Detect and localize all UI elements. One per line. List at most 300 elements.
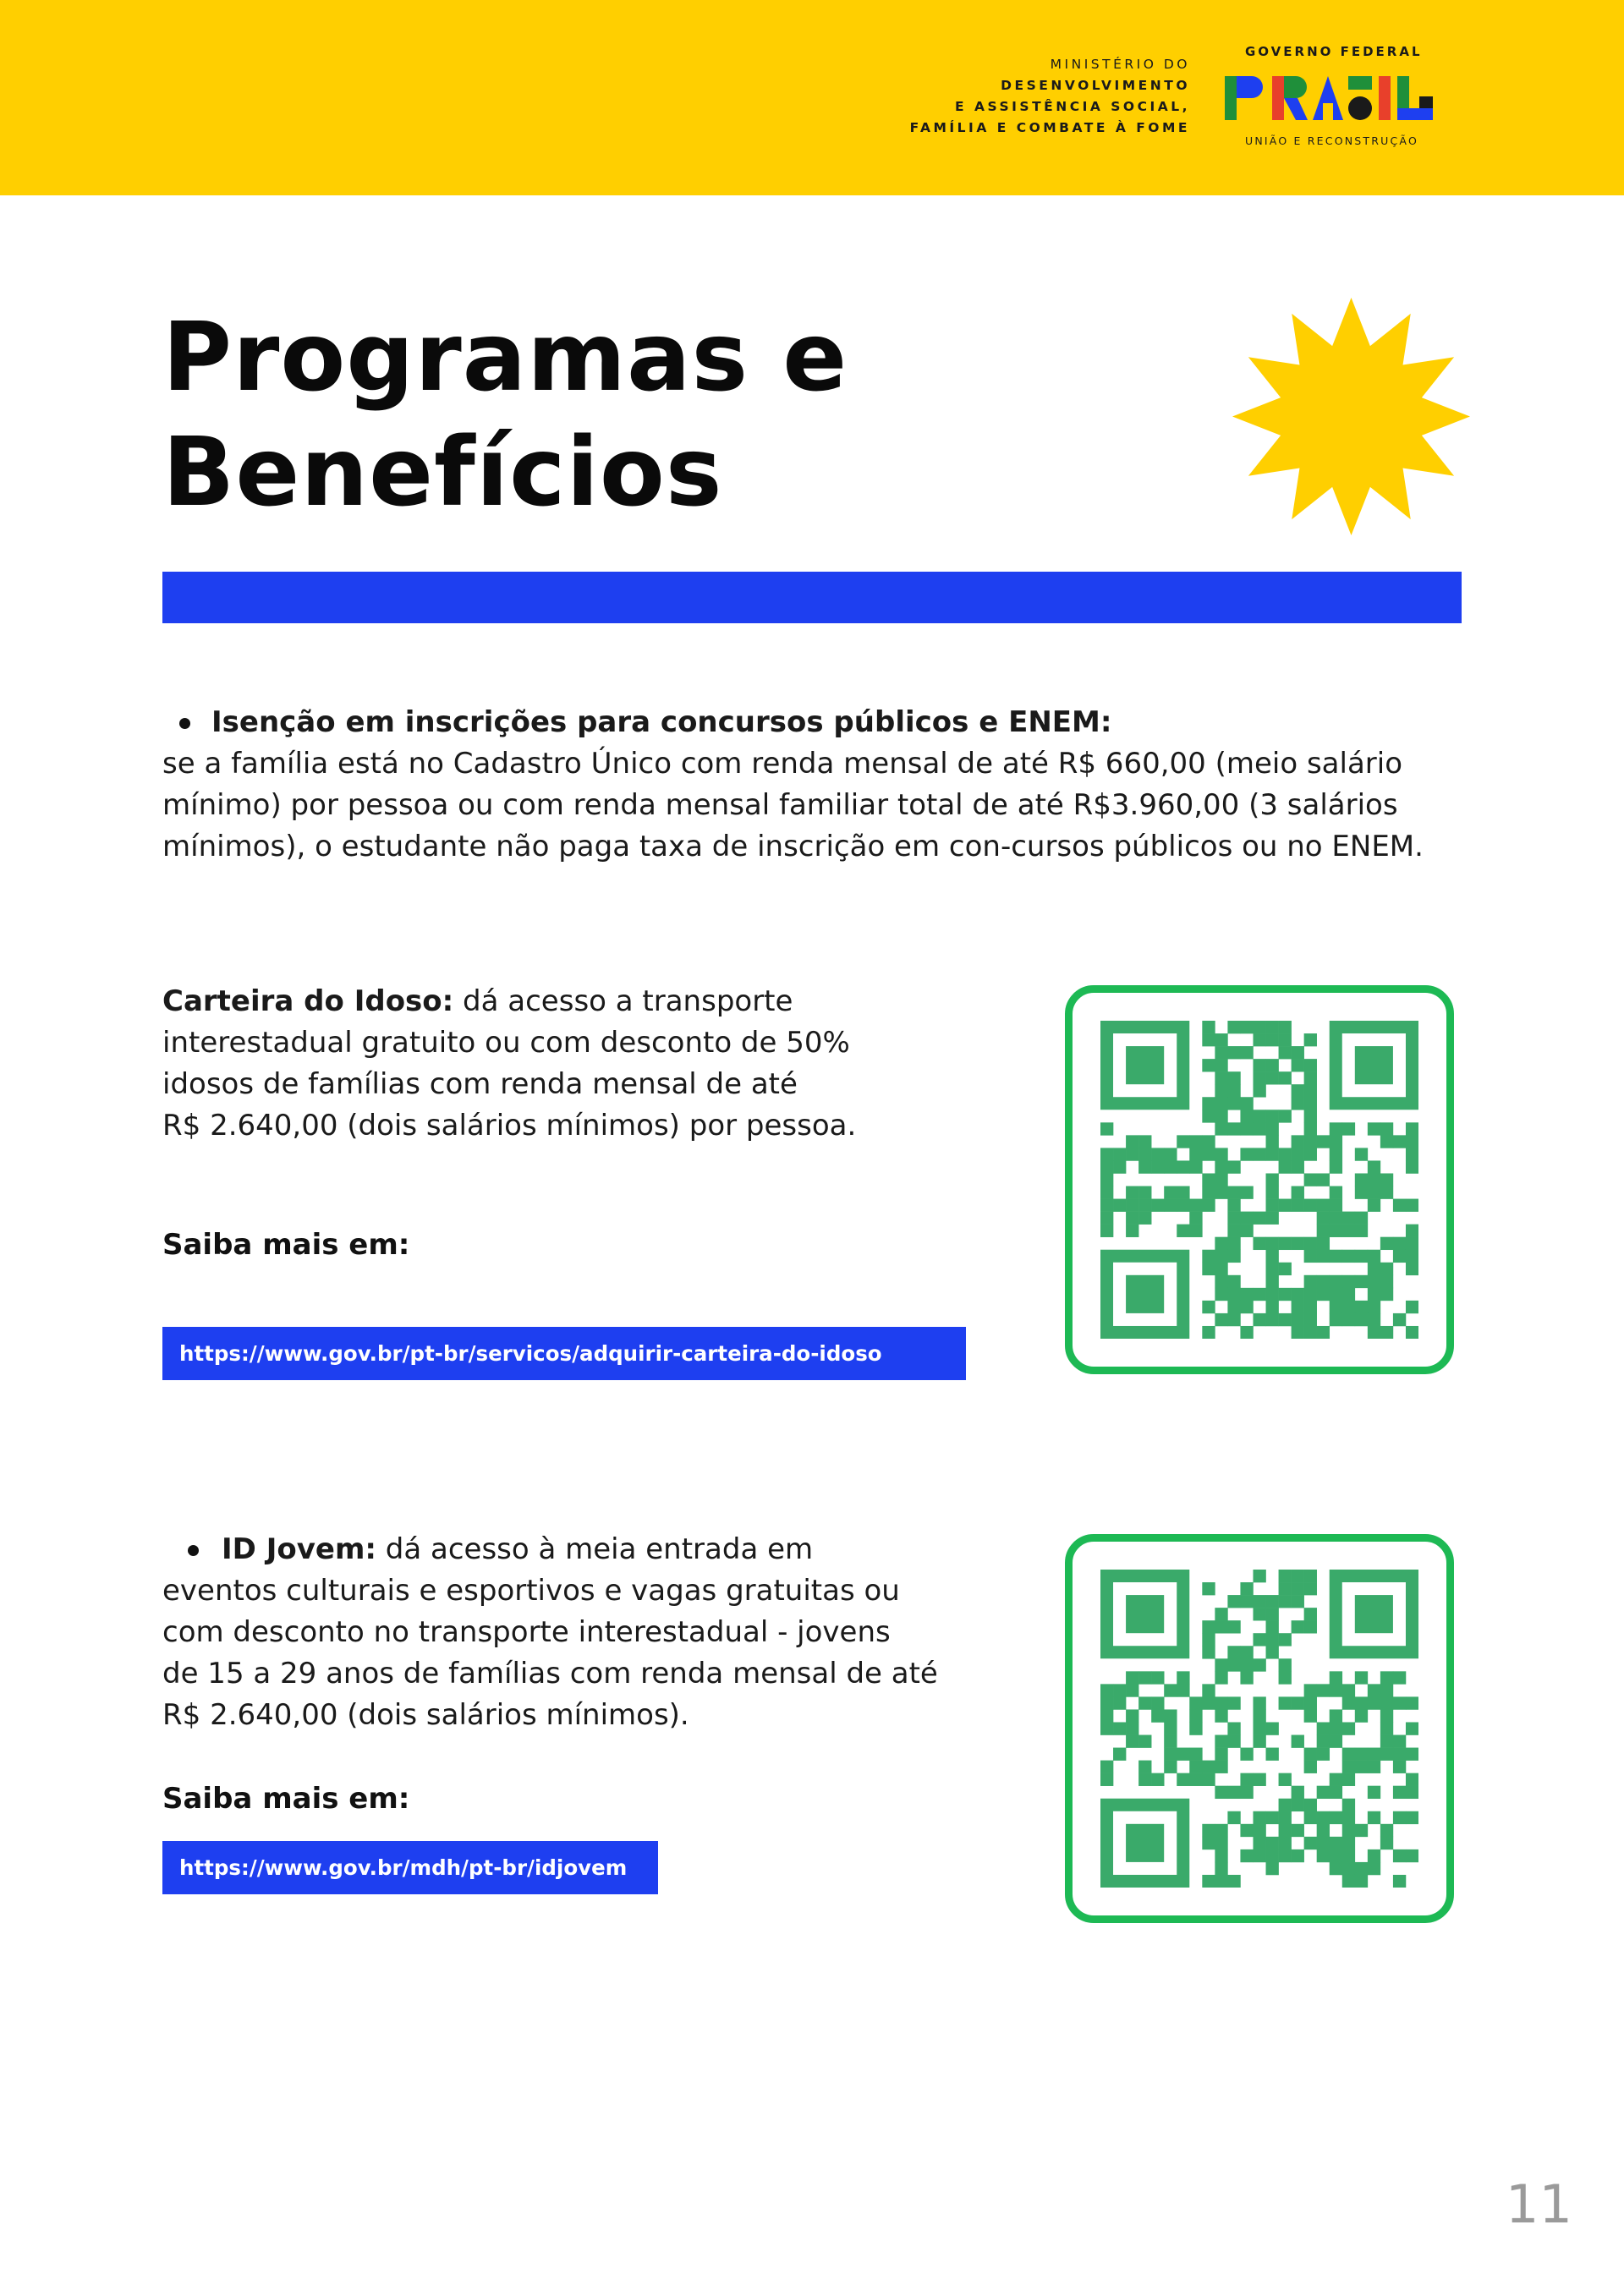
qr-module	[1240, 1849, 1253, 1862]
qr-module	[1266, 1212, 1279, 1225]
qr-module	[1189, 1748, 1202, 1761]
qr-module	[1266, 1071, 1279, 1084]
qr-module	[1215, 1862, 1227, 1875]
qr-module	[1292, 1097, 1304, 1110]
isencao-heading: Isenção em inscrições para concursos públicos e ENEM:	[211, 705, 1112, 739]
qr-module	[1253, 1595, 1265, 1608]
qr-module	[1406, 1748, 1418, 1761]
qr-module	[1240, 1212, 1253, 1225]
qr-module	[1253, 1110, 1265, 1122]
qr-module	[1368, 1684, 1380, 1696]
qr-module	[1126, 1199, 1138, 1212]
qr-module	[1406, 1301, 1418, 1313]
qr-module	[1330, 1671, 1342, 1684]
qr-module	[1330, 1862, 1342, 1875]
gov-subtitle: UNIÃO E RECONSTRUÇÃO	[1245, 134, 1419, 147]
qr-module	[1215, 1059, 1227, 1071]
qr-module	[1342, 1824, 1355, 1837]
qr-module	[1177, 1225, 1189, 1237]
qr-module	[1189, 1773, 1202, 1786]
qr-module	[1292, 1313, 1304, 1326]
section-isencao	[162, 702, 1482, 868]
qr-module	[1368, 1173, 1380, 1186]
qr-module	[1393, 1696, 1406, 1709]
qr-module	[1227, 1160, 1240, 1173]
qr-module	[1279, 1658, 1292, 1671]
qr-module	[1330, 1313, 1342, 1326]
qr-module	[1317, 1212, 1330, 1225]
qr-module	[1240, 1110, 1253, 1122]
qr-module	[1215, 1875, 1227, 1888]
qr-module	[1304, 1761, 1317, 1773]
qr-module	[1279, 1696, 1292, 1709]
qr-module	[1189, 1225, 1202, 1237]
qr-module	[1304, 1301, 1317, 1313]
qr-module	[1138, 1212, 1151, 1225]
qr-module	[1227, 1021, 1240, 1033]
qr-module	[1368, 1862, 1380, 1875]
qr-module	[1355, 1212, 1368, 1225]
qr-module	[1215, 1173, 1227, 1186]
qr-module	[1113, 1199, 1126, 1212]
qr-module	[1406, 1135, 1418, 1148]
qr-module	[1406, 1225, 1418, 1237]
qr-module	[1215, 1046, 1227, 1059]
qr-module	[1292, 1326, 1304, 1339]
qr-module	[1266, 1275, 1279, 1288]
qr-module	[1292, 1084, 1304, 1097]
qr-module	[1253, 1071, 1265, 1084]
qr-module	[1355, 1595, 1393, 1633]
qr-module	[1240, 1122, 1253, 1135]
qr-module	[1253, 1633, 1265, 1646]
qr-module	[1380, 1671, 1393, 1684]
qr-module	[1368, 1275, 1380, 1288]
qr-module	[1279, 1570, 1292, 1582]
qr-module	[1330, 1684, 1342, 1696]
qr-module	[1279, 1160, 1292, 1173]
qr-module	[1355, 1148, 1368, 1160]
qr-module	[1266, 1122, 1279, 1135]
qr-module	[1240, 1658, 1253, 1671]
qr-module	[1227, 1786, 1240, 1799]
qr-module	[1138, 1696, 1151, 1709]
qr-module	[1393, 1748, 1406, 1761]
qr-module	[1126, 1275, 1164, 1313]
qr-module	[1380, 1135, 1393, 1148]
page-title-line-2: Benefícios	[162, 418, 723, 528]
qr-module	[1164, 1160, 1177, 1173]
idjovem-qr-code[interactable]	[1065, 1534, 1454, 1923]
qr-module	[1393, 1811, 1406, 1824]
qr-module	[1380, 1696, 1393, 1709]
qr-module	[1317, 1326, 1330, 1339]
qr-module	[1240, 1824, 1253, 1837]
qr-module	[1202, 1633, 1215, 1646]
qr-module	[1189, 1709, 1202, 1722]
qr-module	[1393, 1671, 1406, 1684]
qr-module	[1406, 1237, 1418, 1250]
qr-module	[1138, 1735, 1151, 1748]
qr-module	[1355, 1173, 1368, 1186]
qr-module	[1342, 1773, 1355, 1786]
qr-module	[1266, 1646, 1279, 1658]
qr-module	[1202, 1875, 1215, 1888]
qr-module	[1368, 1250, 1380, 1263]
qr-module	[1406, 1773, 1418, 1786]
qr-module	[1304, 1620, 1317, 1633]
qr-module	[1227, 1658, 1240, 1671]
qr-module	[1279, 1313, 1292, 1326]
qr-module	[1355, 1671, 1368, 1684]
qr-module	[1202, 1021, 1215, 1033]
qr-module	[1215, 1110, 1227, 1122]
qr-module	[1227, 1199, 1240, 1212]
qr-module	[1202, 1301, 1215, 1313]
idjovem-heading-line	[162, 1529, 1017, 1570]
qr-module	[1215, 1250, 1227, 1263]
qr-module	[1330, 1186, 1342, 1199]
qr-module	[1342, 1684, 1355, 1696]
qr-module	[1355, 1824, 1368, 1837]
qr-module	[1202, 1761, 1215, 1773]
qr-module	[1189, 1160, 1202, 1173]
qr-module	[1304, 1237, 1317, 1250]
qr-module	[1240, 1646, 1253, 1658]
qr-module	[1253, 1122, 1265, 1135]
qr-module	[1177, 1773, 1189, 1786]
qr-module	[1113, 1160, 1126, 1173]
section-id-jovem	[162, 1529, 1017, 1736]
qr-module	[1330, 1199, 1342, 1212]
qr-module	[1227, 1250, 1240, 1263]
qr-module	[1253, 1824, 1265, 1837]
qr-module	[1380, 1263, 1393, 1275]
qr-module	[1253, 1237, 1265, 1250]
qr-module	[1215, 1033, 1227, 1046]
idoso-first-line: dá acesso a transporte	[453, 984, 793, 1018]
qr-module	[1304, 1684, 1317, 1696]
qr-module	[1138, 1671, 1151, 1684]
qr-module	[1292, 1620, 1304, 1633]
qr-module	[1279, 1021, 1292, 1033]
qr-module	[1189, 1135, 1202, 1148]
qr-module	[1342, 1122, 1355, 1135]
qr-module	[1304, 1199, 1317, 1212]
qr-module	[1304, 1275, 1317, 1288]
qr-module	[1202, 1173, 1215, 1186]
brasil-logo-icon	[1225, 64, 1453, 130]
qr-module	[1279, 1633, 1292, 1646]
qr-module	[1215, 1709, 1227, 1722]
qr-module	[1240, 1186, 1253, 1199]
qr-module	[1227, 1275, 1240, 1288]
qr-module	[1151, 1709, 1164, 1722]
qr-module	[1393, 1313, 1406, 1326]
qr-module	[1279, 1837, 1292, 1849]
idjovem-first-line: dá acesso à meia entrada em	[376, 1532, 814, 1566]
qr-module	[1355, 1696, 1368, 1709]
qr-module	[1292, 1786, 1304, 1799]
qr-module	[1113, 1696, 1126, 1709]
qr-module	[1227, 1735, 1240, 1748]
qr-module	[1253, 1021, 1265, 1033]
qr-module	[1202, 1059, 1215, 1071]
qr-module	[1330, 1135, 1342, 1148]
qr-module	[1266, 1263, 1279, 1275]
qr-module	[1279, 1671, 1292, 1684]
qr-module	[1202, 1696, 1215, 1709]
idjovem-line-3: de 15 a 29 anos de famílias com renda mensal de até	[162, 1657, 938, 1690]
qr-module	[1279, 1199, 1292, 1212]
qr-module	[1177, 1199, 1189, 1212]
qr-module	[1215, 1735, 1227, 1748]
qr-module	[1227, 1301, 1240, 1313]
qr-module	[1292, 1160, 1304, 1173]
qr-module	[1330, 1849, 1342, 1862]
qr-module	[1330, 1735, 1342, 1748]
qr-module	[1380, 1684, 1393, 1696]
governo-federal-logo	[1225, 44, 1453, 154]
qr-module	[1292, 1059, 1304, 1071]
qr-module	[1355, 1761, 1368, 1773]
qr-module	[1266, 1837, 1279, 1849]
qr-module	[1126, 1595, 1164, 1633]
qr-module	[1292, 1824, 1304, 1837]
isencao-line-3: mínimos), o estudante não paga taxa de inscrição em con-cursos públicos ou no ENEM.	[162, 830, 1424, 863]
qr-module	[1240, 1595, 1253, 1608]
qr-module	[1227, 1237, 1240, 1250]
qr-module	[1215, 1786, 1227, 1799]
qr-module	[1355, 1862, 1368, 1875]
qr-module	[1355, 1748, 1368, 1761]
qr-module	[1215, 1160, 1227, 1173]
qr-module	[1317, 1824, 1330, 1837]
qr-module	[1304, 1709, 1317, 1722]
idjovem-heading: ID Jovem:	[222, 1532, 376, 1566]
qr-module	[1126, 1135, 1138, 1148]
qr-module	[1189, 1199, 1202, 1212]
ministry-line-2: DESENVOLVIMENTO	[1001, 78, 1190, 93]
qr-module	[1215, 1186, 1227, 1199]
qr-module	[1355, 1313, 1368, 1326]
qr-module	[1215, 1849, 1227, 1862]
qr-module	[1368, 1313, 1380, 1326]
qr-module	[1380, 1326, 1393, 1339]
qr-module	[1317, 1811, 1330, 1824]
qr-module	[1202, 1186, 1215, 1199]
qr-module	[1227, 1313, 1240, 1326]
idjovem-link[interactable]: https://www.gov.br/mdh/pt-br/idjovem	[162, 1841, 658, 1894]
qr-module	[1279, 1849, 1292, 1862]
qr-module	[1342, 1275, 1355, 1288]
qr-module	[1266, 1633, 1279, 1646]
page-number: 11	[1506, 2173, 1572, 2235]
qr-module	[1317, 1837, 1330, 1849]
qr-module	[1279, 1773, 1292, 1786]
qr-module	[1227, 1084, 1240, 1097]
qr-module	[1317, 1237, 1330, 1250]
qr-module	[1279, 1046, 1292, 1059]
qr-module	[1189, 1761, 1202, 1773]
idoso-saiba-mais-label: Saiba mais em:	[162, 1228, 410, 1262]
qr-module	[1138, 1135, 1151, 1148]
qr-module	[1177, 1684, 1189, 1696]
qr-module	[1368, 1326, 1380, 1339]
qr-module	[1227, 1722, 1240, 1734]
qr-module	[1266, 1021, 1279, 1033]
qr-module	[1368, 1761, 1380, 1773]
qr-module	[1304, 1582, 1317, 1595]
qr-module	[1317, 1849, 1330, 1862]
qr-module	[1279, 1595, 1292, 1608]
qr-module	[1253, 1313, 1265, 1326]
qr-module	[1266, 1849, 1279, 1862]
qr-module	[1240, 1225, 1253, 1237]
idjovem-line-4: R$ 2.640,00 (dois salários mínimos).	[162, 1698, 689, 1732]
qr-module	[1126, 1212, 1138, 1225]
qr-module	[1368, 1288, 1380, 1301]
qr-module	[1279, 1237, 1292, 1250]
qr-module	[1126, 1186, 1138, 1199]
qr-module	[1253, 1722, 1265, 1734]
qr-module	[1317, 1225, 1330, 1237]
qr-module	[1317, 1135, 1330, 1148]
qr-module	[1304, 1033, 1317, 1046]
idjovem-first-line-wrap	[211, 1532, 813, 1566]
qr-module	[1240, 1288, 1253, 1301]
qr-module	[1240, 1748, 1253, 1761]
qr-module	[1253, 1148, 1265, 1160]
qr-module	[1304, 1608, 1317, 1620]
qr-module	[1330, 1212, 1342, 1225]
qr-module	[1215, 1288, 1227, 1301]
qr-module	[1126, 1709, 1138, 1722]
qr-module	[1406, 1263, 1418, 1275]
qr-module	[1253, 1033, 1265, 1046]
qr-module	[1266, 1288, 1279, 1301]
qr-module	[1292, 1148, 1304, 1160]
qr-module	[1100, 1722, 1113, 1734]
qr-module	[1126, 1722, 1138, 1734]
qr-module	[1406, 1326, 1418, 1339]
qr-module	[1342, 1748, 1355, 1761]
qr-module	[1164, 1709, 1177, 1722]
qr-module	[1240, 1786, 1253, 1799]
qr-module	[1189, 1722, 1202, 1734]
qr-module	[1100, 1696, 1113, 1709]
qr-module	[1368, 1186, 1380, 1199]
qr-module	[1279, 1824, 1292, 1837]
qr-module	[1355, 1301, 1368, 1313]
idoso-link[interactable]: https://www.gov.br/pt-br/servicos/adquirir-carteira-do-idoso	[162, 1327, 966, 1380]
qr-module	[1151, 1696, 1164, 1709]
qr-module	[1304, 1173, 1317, 1186]
qr-module	[1304, 1837, 1317, 1849]
qr-module	[1227, 1811, 1240, 1824]
qr-module	[1215, 1696, 1227, 1709]
qr-module	[1304, 1097, 1317, 1110]
idoso-line-2: idosos de famílias com renda mensal de até	[162, 1067, 798, 1101]
qr-module	[1266, 1148, 1279, 1160]
qr-module	[1304, 1250, 1317, 1263]
qr-module	[1355, 1275, 1368, 1288]
qr-module	[1406, 1786, 1418, 1799]
qr-module	[1342, 1761, 1355, 1773]
qr-module	[1330, 1225, 1342, 1237]
qr-module	[1215, 1097, 1227, 1110]
qr-module	[1253, 1837, 1265, 1849]
qr-module	[1266, 1059, 1279, 1071]
qr-module	[1292, 1301, 1304, 1313]
qr-module	[1126, 1046, 1164, 1084]
qr-module	[1330, 1301, 1342, 1313]
qr-module	[1292, 1735, 1304, 1748]
qr-module	[1240, 1046, 1253, 1059]
qr-module	[1393, 1135, 1406, 1148]
qr-module	[1202, 1148, 1215, 1160]
qr-module	[1380, 1122, 1393, 1135]
qr-module	[1100, 1773, 1113, 1786]
idjovem-saiba-mais-label: Saiba mais em:	[162, 1782, 410, 1816]
qr-module	[1202, 1250, 1215, 1263]
qr-module	[1215, 1748, 1227, 1761]
qr-module	[1380, 1722, 1393, 1734]
qr-module	[1292, 1582, 1304, 1595]
qr-module	[1380, 1735, 1393, 1748]
qr-module	[1189, 1148, 1202, 1160]
qr-module	[1393, 1735, 1406, 1748]
qr-module	[1368, 1263, 1380, 1275]
idoso-qr-code[interactable]	[1065, 985, 1454, 1374]
qr-module	[1202, 1033, 1215, 1046]
qr-module	[1330, 1250, 1342, 1263]
qr-module	[1317, 1786, 1330, 1799]
qr-module	[1253, 1709, 1265, 1722]
qr-module	[1279, 1110, 1292, 1122]
qr-module	[1202, 1582, 1215, 1595]
qr-module	[1406, 1696, 1418, 1709]
qr-module	[1164, 1761, 1177, 1773]
qr-module	[1406, 1722, 1418, 1734]
qr-module	[1304, 1148, 1317, 1160]
qr-module	[1227, 1646, 1240, 1658]
qr-module	[1177, 1135, 1189, 1148]
qr-module	[1215, 1761, 1227, 1773]
qr-module	[1215, 1824, 1227, 1837]
qr-module	[1227, 1212, 1240, 1225]
qr-module	[1266, 1250, 1279, 1263]
qr-module	[1380, 1709, 1393, 1722]
qr-module	[1100, 1225, 1113, 1237]
qr-module	[1342, 1722, 1355, 1734]
qr-module	[1266, 1173, 1279, 1186]
qr-module	[1292, 1799, 1304, 1811]
ministry-line-3: E ASSISTÊNCIA SOCIAL,	[955, 99, 1190, 114]
qr-module	[1266, 1313, 1279, 1326]
qr-module	[1177, 1186, 1189, 1199]
qr-module	[1304, 1696, 1317, 1709]
qr-module	[1215, 1237, 1227, 1250]
qr-module	[1292, 1199, 1304, 1212]
idjovem-line-1: eventos culturais e esportivos e vagas gratuitas ou	[162, 1574, 900, 1608]
qr-module	[1202, 1824, 1215, 1837]
qr-module	[1393, 1761, 1406, 1773]
qr-module	[1368, 1786, 1380, 1799]
idoso-heading: Carteira do Idoso:	[162, 984, 454, 1018]
qr-module	[1330, 1811, 1342, 1824]
qr-module	[1126, 1671, 1138, 1684]
